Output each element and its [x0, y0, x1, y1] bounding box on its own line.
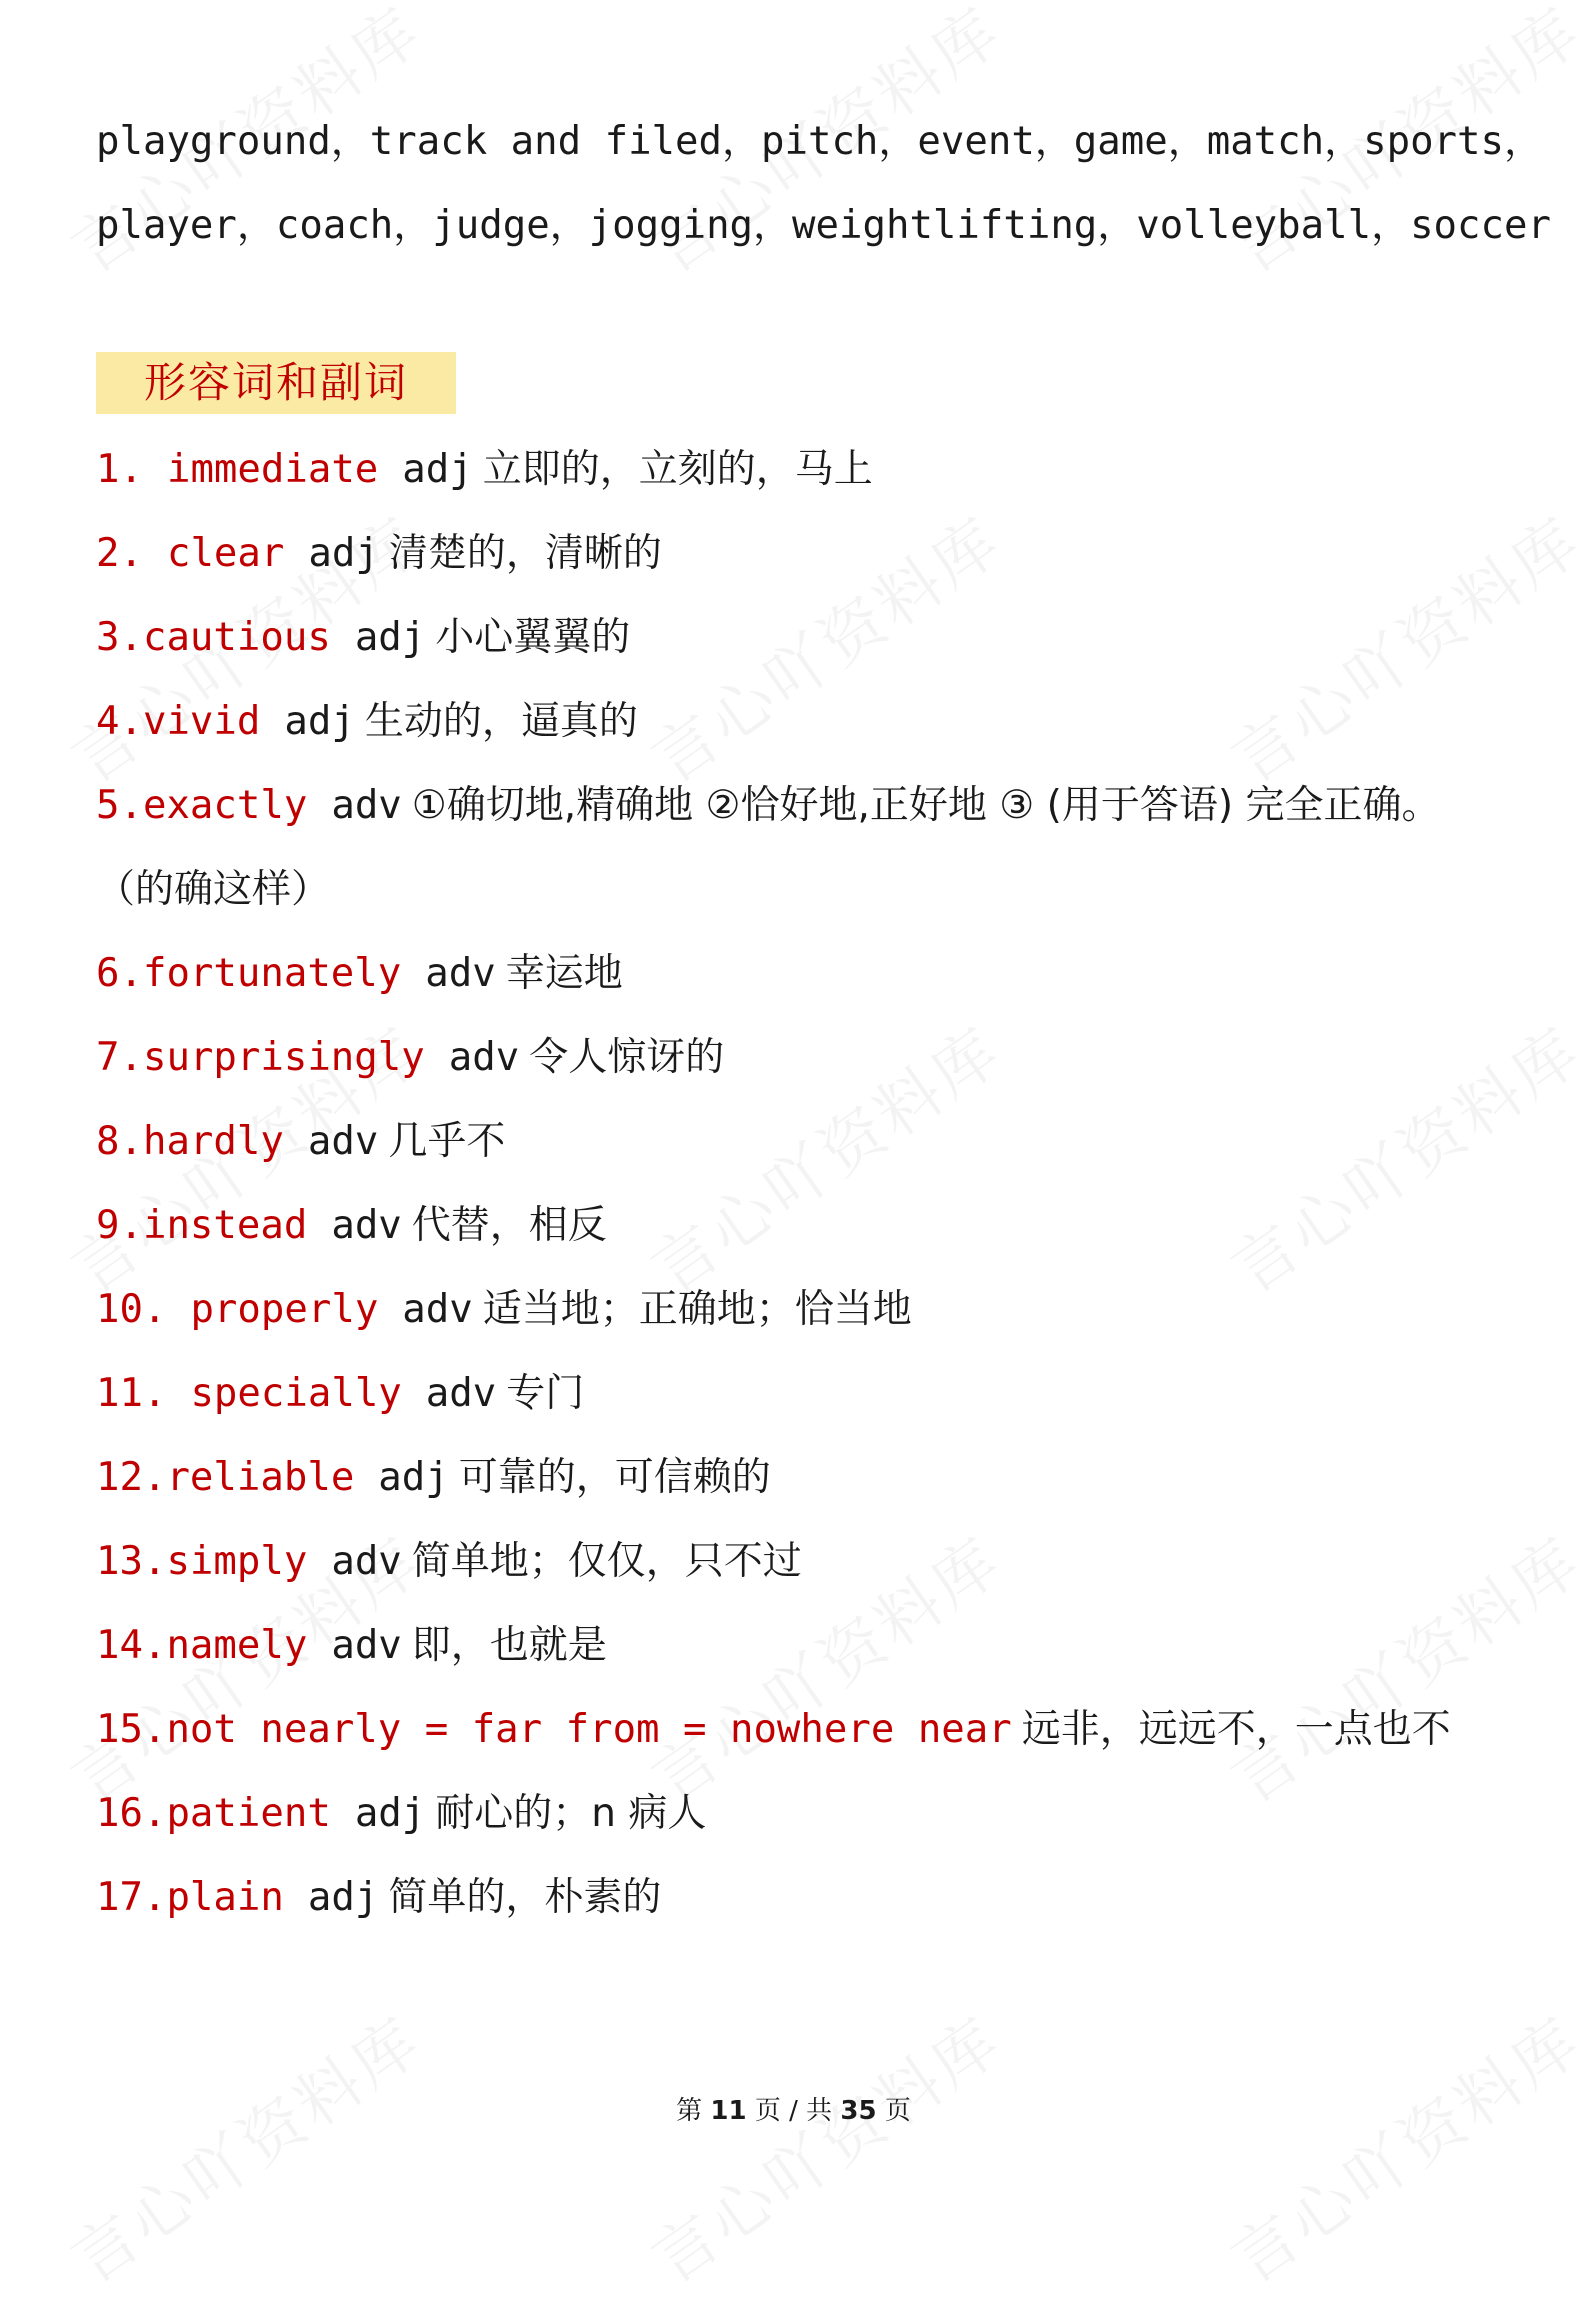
- item-number: 15.: [96, 1707, 167, 1752]
- item-number: 14.: [96, 1623, 167, 1668]
- footer-prefix: 第: [676, 2096, 703, 2126]
- item-term: patient: [166, 1791, 331, 1836]
- item-part-of-speech: adv: [307, 1119, 379, 1164]
- item-term: hardly: [142, 1119, 284, 1164]
- vocab-list: [96, 428, 1496, 1940]
- item-part-of-speech: adv: [425, 951, 496, 996]
- vocab-item: [96, 1772, 1496, 1856]
- vocab-item: [96, 1184, 1496, 1268]
- item-number: 7.: [96, 1035, 143, 1080]
- item-term: instead: [142, 1203, 308, 1248]
- item-meaning: 清楚的，清晰的: [388, 531, 662, 576]
- watermark: [51, 1991, 438, 2300]
- total-page-number: 35: [840, 2096, 877, 2126]
- vocab-item: [96, 680, 1496, 764]
- item-term: exactly: [142, 783, 308, 828]
- watermark: [631, 1991, 1018, 2300]
- item-term: namely: [166, 1623, 308, 1668]
- item-term: not nearly = far from = nowhere near: [166, 1707, 1012, 1752]
- intro-line: player，coach，judge，jogging，weightlifting，volleyball，soccer: [96, 203, 1551, 248]
- footer-middle: 页 / 共: [754, 2096, 833, 2126]
- item-part-of-speech: adj: [307, 1875, 379, 1920]
- item-part-of-speech: adv: [448, 1035, 520, 1080]
- item-meaning: 几乎不: [388, 1119, 506, 1164]
- item-term: clear: [166, 531, 285, 576]
- vocab-item: [96, 1100, 1496, 1184]
- vocab-item: [96, 1268, 1496, 1352]
- item-part-of-speech: adv: [331, 1539, 402, 1584]
- vocab-item: [96, 428, 1496, 512]
- item-meaning: 可靠的，可信赖的: [458, 1455, 771, 1500]
- vocab-item: [96, 596, 1496, 680]
- item-part-of-speech: adv: [331, 1623, 402, 1668]
- item-number: 6.: [96, 951, 143, 996]
- item-part-of-speech: adj: [284, 699, 355, 744]
- item-part-of-speech: adv: [331, 1203, 402, 1248]
- item-part-of-speech: adv: [425, 1371, 497, 1416]
- item-meaning: 适当地；正确地；恰当地: [482, 1287, 912, 1332]
- item-meaning: 简单的，朴素的: [388, 1875, 662, 1920]
- document-page: [96, 100, 1551, 1940]
- vocab-item: [96, 932, 1496, 1016]
- item-term: fortunately: [142, 951, 402, 996]
- item-meaning: 专门: [506, 1371, 585, 1416]
- item-part-of-speech: adj: [378, 1455, 449, 1500]
- item-term: specially: [190, 1371, 402, 1416]
- vocab-item: [96, 512, 1496, 596]
- item-part-of-speech: adj: [308, 531, 379, 576]
- item-term: cautious: [142, 615, 331, 660]
- item-number: 2.: [96, 531, 143, 576]
- item-meaning: 耐心的；n 病人: [435, 1791, 707, 1836]
- item-meaning: 立即的，立刻的，马上: [482, 447, 873, 492]
- watermark: [1211, 1991, 1587, 2300]
- item-meaning: 生动的，逼真的: [364, 699, 638, 744]
- item-meaning: 即，也就是: [411, 1623, 607, 1668]
- item-term: vivid: [142, 699, 261, 744]
- item-number: 1.: [96, 447, 143, 492]
- vocab-item: [96, 1016, 1496, 1100]
- vocab-item: [96, 1856, 1496, 1940]
- current-page-number: 11: [710, 2096, 747, 2126]
- item-meaning: 令人惊讶的: [529, 1035, 725, 1080]
- vocab-item: [96, 1436, 1496, 1520]
- vocab-item: [96, 1604, 1496, 1688]
- vocab-item: [96, 1352, 1496, 1436]
- item-term: immediate: [166, 447, 379, 492]
- item-number: 3.: [96, 615, 143, 660]
- item-part-of-speech: adv: [331, 783, 402, 828]
- item-number: 4.: [96, 699, 143, 744]
- item-meaning: ①确切地,精确地 ②恰好地,正好地 ③ (用于答语) 完全正确。（的确这样）: [96, 783, 1441, 912]
- item-part-of-speech: adj: [402, 447, 473, 492]
- item-part-of-speech: adj: [354, 615, 426, 660]
- item-number: 12.: [96, 1455, 167, 1500]
- item-number: 9.: [96, 1203, 143, 1248]
- item-number: 8.: [96, 1119, 143, 1164]
- item-number: 10.: [96, 1287, 167, 1332]
- item-number: 13.: [96, 1539, 167, 1584]
- vocab-item: [96, 1520, 1496, 1604]
- vocab-item: [96, 764, 1496, 932]
- page-footer: [0, 2090, 1587, 2127]
- item-number: 16.: [96, 1791, 167, 1836]
- item-term: properly: [190, 1287, 379, 1332]
- item-meaning: 简单地；仅仅，只不过: [411, 1539, 802, 1584]
- section-title: 形容词和副词: [96, 352, 456, 414]
- item-term: simply: [166, 1539, 308, 1584]
- item-meaning: 代替，相反: [411, 1203, 607, 1248]
- item-part-of-speech: adj: [354, 1791, 426, 1836]
- item-term: surprisingly: [142, 1035, 425, 1080]
- item-term: reliable: [166, 1455, 355, 1500]
- item-number: 17.: [96, 1875, 167, 1920]
- item-meaning: 幸运地: [505, 951, 623, 996]
- vocab-item: [96, 1688, 1496, 1772]
- intro-line: playground，track and filed，pitch，event，game，match，sports，: [96, 119, 1543, 164]
- item-part-of-speech: adv: [402, 1287, 473, 1332]
- item-number: 11.: [96, 1371, 167, 1416]
- footer-suffix: 页: [884, 2096, 911, 2126]
- item-meaning: 小心翼翼的: [435, 615, 631, 660]
- item-meaning: 远非，远远不，一点也不: [1021, 1707, 1451, 1752]
- item-number: 5.: [96, 783, 143, 828]
- item-term: plain: [166, 1875, 284, 1920]
